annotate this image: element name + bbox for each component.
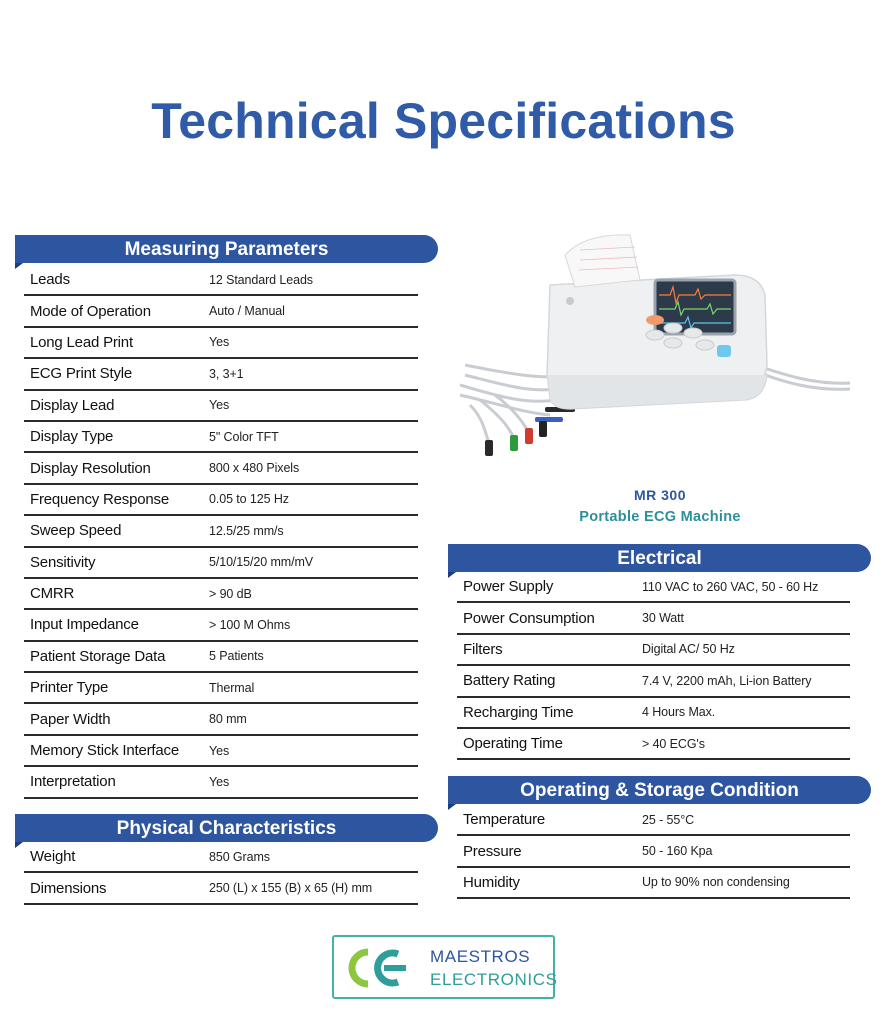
spec-label: Operating Time [463,735,563,753]
spec-row [24,842,418,873]
spec-value: 3, 3+1 [209,366,244,381]
spec-label: Display Type [30,428,114,446]
spec-label: Temperature [463,811,546,829]
spec-value: Yes [209,335,230,350]
spec-row [24,485,418,516]
electrical-table [457,572,850,760]
product-model: MR 300 [633,487,687,503]
maestros-electronics-logo [332,935,558,999]
me-logo-mark [338,938,426,998]
spec-value: 0.05 to 125 Hz [209,492,289,507]
spec-row [24,548,418,579]
operating-storage-table [457,805,850,899]
physical-characteristics-table [24,842,418,905]
spec-row [24,265,418,296]
spec-value: 800 x 480 Pixels [209,461,300,476]
spec-row [24,873,418,904]
measuring-parameters-header [15,235,438,263]
spec-row [24,328,418,359]
spec-row [457,868,850,899]
spec-label: Sensitivity [30,553,96,571]
spec-row [24,579,418,610]
ecg-machine-image [455,225,855,475]
spec-label: Sweep Speed [30,522,122,540]
electrical-header [448,544,871,572]
spec-label: Mode of Operation [30,302,151,320]
spec-value: 250 (L) x 155 (B) x 65 (H) mm [209,881,373,896]
spec-label: Pressure [463,842,522,860]
spec-value: 25 - 55°C [642,812,695,827]
spec-row [457,666,850,697]
logo-text-maestros: MAESTROS [430,947,531,966]
spec-value: 50 - 160 Kpa [642,844,713,859]
spec-row [24,516,418,547]
spec-label: Frequency Response [30,490,169,508]
spec-row [24,642,418,673]
spec-value: 12.5/25 mm/s [209,523,284,538]
spec-label: Long Lead Print [30,333,133,351]
physical-characteristics-title: Physical Characteristics [116,818,337,839]
spec-value: > 40 ECG's [642,736,705,751]
spec-label: Humidity [463,873,520,891]
spec-value: 80 mm [209,712,247,727]
electrical-title: Electrical [617,548,702,569]
spec-label: Weight [30,848,76,866]
spec-row [457,698,850,729]
operating-storage-title: Operating & Storage Condition [520,780,799,801]
spec-value: 110 VAC to 260 VAC, 50 - 60 Hz [642,579,819,594]
spec-value: Up to 90% non condensing [642,875,790,890]
spec-row [457,729,850,760]
spec-row [24,391,418,422]
spec-value: Yes [209,774,230,789]
spec-value: 12 Standard Leads [209,272,313,287]
spec-label: Interpretation [30,773,116,791]
spec-label: ECG Print Style [30,365,133,383]
spec-value: 30 Watt [642,611,684,626]
logo-text-electronics: ELECTRONICS [430,970,558,989]
spec-label: Power Supply [463,578,554,596]
spec-label: Printer Type [30,679,109,697]
spec-label: Recharging Time [463,703,574,721]
spec-value: 5 Patients [209,649,264,664]
measuring-parameters-table [24,265,418,799]
spec-row [24,422,418,453]
spec-value: > 90 dB [209,586,252,601]
spec-label: Leads [30,271,70,289]
spec-row [457,572,850,603]
spec-row [24,704,418,735]
spec-row [457,805,850,836]
spec-value: 5" Color TFT [209,429,279,444]
spec-value: Yes [209,398,230,413]
spec-label: Patient Storage Data [30,647,166,665]
spec-value: Digital AC/ 50 Hz [642,642,735,657]
spec-row [457,635,850,666]
spec-label: Power Consumption [463,609,595,627]
spec-row [24,296,418,327]
spec-row [24,767,418,798]
spec-label: Display Lead [30,396,115,414]
spec-row [24,453,418,484]
spec-row [24,736,418,767]
operating-storage-header [448,776,871,804]
spec-label: Filters [463,640,503,658]
spec-value: 850 Grams [209,849,270,864]
spec-label: Memory Stick Interface [30,742,179,760]
spec-label: Input Impedance [30,616,139,634]
page-title: Technical Specifications [151,93,736,149]
measuring-parameters-title: Measuring Parameters [124,239,329,260]
spec-row [457,603,850,634]
spec-row [24,673,418,704]
spec-value: 4 Hours Max. [642,705,716,720]
spec-label: CMRR [30,585,75,603]
spec-label: Battery Rating [463,672,556,690]
spec-value: > 100 M Ohms [209,617,291,632]
spec-label: Display Resolution [30,459,151,477]
spec-value: Yes [209,743,230,758]
spec-value: 7.4 V, 2200 mAh, Li-ion Battery [642,673,812,688]
spec-row [24,359,418,390]
spec-label: Dimensions [30,879,107,897]
spec-value: 5/10/15/20 mm/mV [209,555,314,570]
spec-row [457,836,850,867]
spec-value: Thermal [209,680,255,695]
ecg-machine-illustration [455,225,855,475]
physical-characteristics-header [15,814,438,842]
spec-row [24,610,418,641]
product-name: Portable ECG Machine [579,509,741,525]
spec-label: Paper Width [30,710,111,728]
spec-value: Auto / Manual [209,304,285,319]
